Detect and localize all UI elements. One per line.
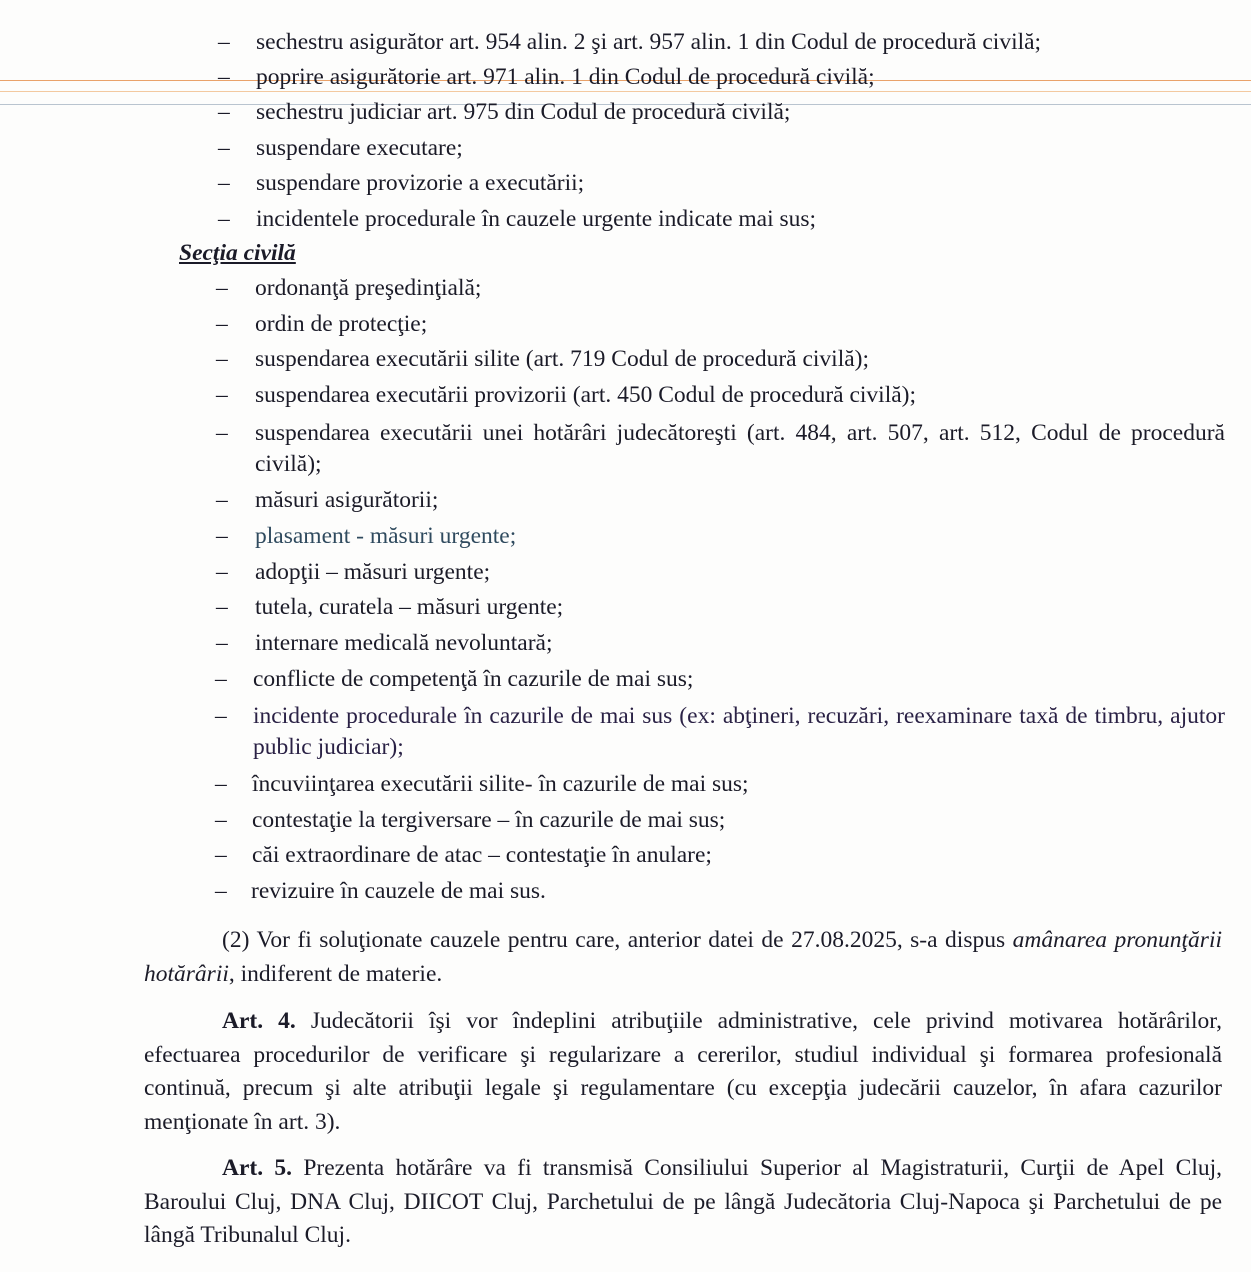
list-dash: – <box>218 29 230 55</box>
article-5 <box>144 1152 1222 1253</box>
list-dash: – <box>216 346 228 372</box>
list-item: suspendare executare; <box>256 135 463 161</box>
list-item: suspendarea executării silite (art. 719 Codul de procedură civilă); <box>255 346 870 372</box>
list-item: suspendarea executării unei hotărâri judecătoreşti (art. 484, art. 507, art. 512, Codul de procedură civilă); <box>255 420 1225 477</box>
list-dash: – <box>216 559 228 585</box>
list-dash: – <box>216 382 228 408</box>
list-dash: – <box>218 99 230 125</box>
list-dash: – <box>216 311 228 337</box>
list-dash: – <box>216 275 228 301</box>
list-item: suspendarea executării provizorii (art. 450 Codul de procedură civilă); <box>255 382 917 408</box>
list-item: sechestru asigurător art. 954 alin. 2 şi art. 957 alin. 1 din Codul de procedură civilă; <box>256 29 1042 55</box>
list-item: adopţii – măsuri urgente; <box>255 559 491 585</box>
list-item: incidentele procedurale în cauzele urgente indicate mai sus; <box>256 206 817 232</box>
list-dash: – <box>216 487 228 513</box>
list-item: suspendare provizorie a executării; <box>256 170 585 196</box>
article-4-text: Judecătorii îşi vor îndeplini atribuţiile administrative, cele privind motivarea hotărârilor, efectuarea procedurilor de verificare şi regularizare a cererilor, studiul individual şi formarea profesională continuă, precum şi alte atribuţii legale şi regulamentare (cu excepţia judecării cauzelor, în afara cazurilor menţionate în art. 3). <box>144 1008 1222 1135</box>
article-4 <box>144 1005 1222 1139</box>
list-dash: – <box>215 842 227 868</box>
list-item: ordonanţă preşedinţială; <box>255 275 482 301</box>
list-item: poprire asigurătorie art. 971 alin. 1 din Codul de procedură civilă; <box>256 64 875 90</box>
list-item: conflicte de competenţă în cazurile de mai sus; <box>253 666 694 692</box>
list-item: tutela, curatela – măsuri urgente; <box>255 594 564 620</box>
list-item: sechestru judiciar art. 975 din Codul de procedură civilă; <box>256 99 791 125</box>
list-dash: – <box>216 420 228 446</box>
list-dash: – <box>218 170 230 196</box>
article-5-text: Prezenta hotărâre va fi transmisă Consiliului Superior al Magistraturii, Curţii de Apel Cluj, Baroului Cluj, DNA Cluj, DIICOT Cluj, Parchetului de pe lângă Judecătoria Cluj-Napoca şi Parchetului de pe lângă Tribunalul Cluj. <box>144 1155 1223 1248</box>
list-dash: – <box>215 807 227 833</box>
list-dash: – <box>215 703 227 729</box>
list-dash: – <box>216 630 228 656</box>
list-item: incidente procedurale în cazurile de mai sus (ex: abţineri, recuzări, reexaminare taxă de timbru, ajutor public judiciar); <box>253 703 1225 760</box>
list-dash: – <box>218 206 230 232</box>
article-4-label: Art. 4. <box>222 1008 296 1034</box>
list-dash: – <box>215 771 227 797</box>
list-item: ordin de protecţie; <box>255 311 428 337</box>
list-item: căi extraordinare de atac – contestaţie în anulare; <box>252 842 712 868</box>
list-dash: – <box>215 878 227 904</box>
paragraph-2-text: (2) Vor fi soluţionate cauzele pentru care, anterior datei de 27.08.2025, s-a dispus <box>222 927 1013 953</box>
article-5-label: Art. 5. <box>222 1155 293 1181</box>
section-title-civil: Secţia civilă <box>179 240 296 266</box>
list-dash: – <box>218 135 230 161</box>
list-item: încuviinţarea executării silite- în cazurile de mai sus; <box>252 771 749 797</box>
list-dash: – <box>216 523 228 549</box>
list-dash: – <box>218 64 230 90</box>
list-dash: – <box>215 666 227 692</box>
paragraph-2 <box>144 924 1222 991</box>
list-dash: – <box>216 594 228 620</box>
list-item: contestaţie la tergiversare – în cazurile de mai sus; <box>252 807 726 833</box>
list-item: revizuire în cauzele de mai sus. <box>251 878 546 904</box>
paragraph-2-emphasis: amânarea pronunţării hotărârii <box>144 927 1222 987</box>
list-item: plasament - măsuri urgente; <box>255 523 517 549</box>
list-item: internare medicală nevoluntară; <box>255 630 553 656</box>
paragraph-2-tail: , indiferent de materie. <box>228 960 443 987</box>
list-item: măsuri asigurătorii; <box>255 487 439 513</box>
